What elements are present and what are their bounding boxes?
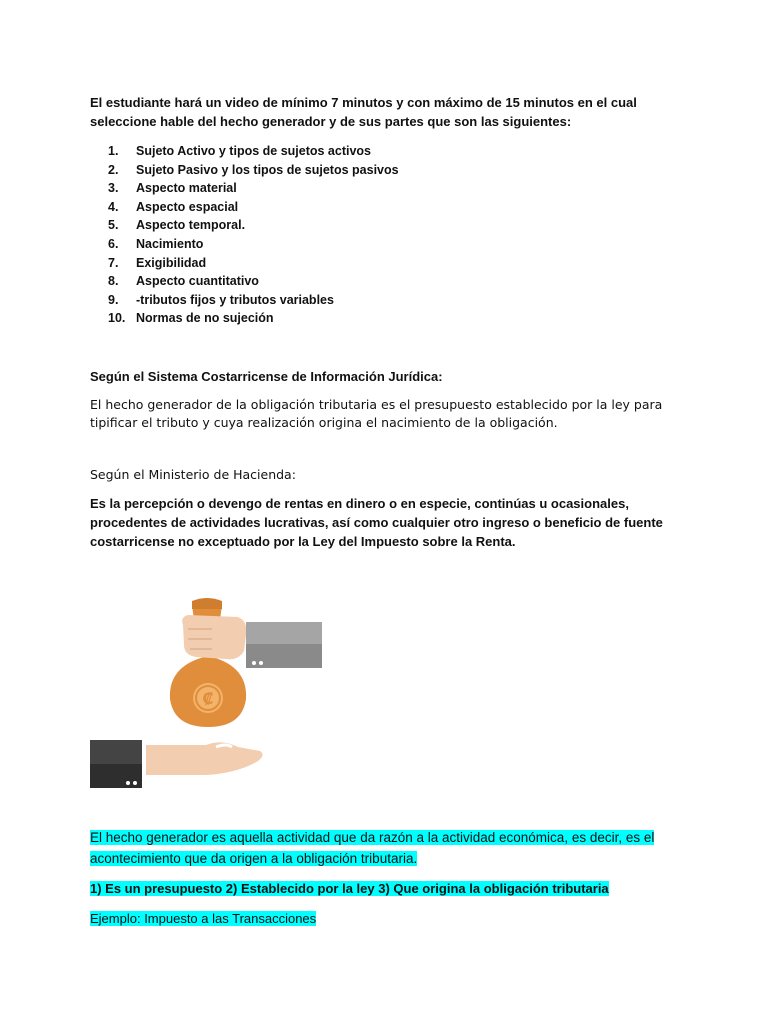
highlight-example-text: Ejemplo: Impuesto a las Transacciones [90, 911, 317, 926]
list-item-number: 2. [108, 162, 119, 177]
open-receiving-hand-icon [90, 740, 263, 788]
list-item-number: 5. [108, 218, 119, 233]
list-item-number: 9. [108, 292, 119, 307]
highlight-elements-text: 1) Es un presupuesto 2) Establecido por la ley 3) Que origina la obligación tributaria [90, 881, 609, 896]
list-item-label: Aspecto material [136, 181, 237, 196]
list-item-label: Sujeto Pasivo y los tipos de sujetos pasivos [136, 162, 399, 177]
section-heading-hacienda: Según el Ministerio de Hacienda: [90, 467, 296, 482]
list-item-number: 8. [108, 274, 119, 289]
definition-scij: El hecho generador de la obligación tributaria es el presupuesto establecido por la ley para tipificar el tributo y cuya realización origina el nacimiento de la obligación. [90, 397, 663, 430]
section-heading-scij: Según el Sistema Costarricense de Información Jurídica: [90, 369, 443, 384]
highlight-example [90, 909, 690, 928]
list-item [90, 309, 399, 328]
list-item [90, 291, 399, 310]
list-item [90, 142, 399, 161]
list-item-number: 6. [108, 236, 119, 251]
definition-hacienda: Es la percepción o devengo de rentas en dinero o en especie, continúas u ocasionales, procedentes de actividades lucrativas, así como cualquier otro ingreso o beneficio de fuente costarricense no exceptuado por la Ley del Impuesto sobre la Renta. [90, 496, 663, 549]
list-item-number: 1. [108, 144, 119, 158]
money-exchange-illustration [88, 595, 328, 795]
list-item-number: 10. [108, 311, 126, 326]
list-item [90, 235, 399, 254]
list-item-label: Exigibilidad [136, 255, 207, 270]
highlight-definition [90, 827, 670, 869]
list-item-label: Aspecto temporal. [136, 218, 246, 233]
list-item-number: 3. [108, 181, 119, 196]
svg-text:₡: ₡ [202, 689, 214, 708]
highlight-definition-text: El hecho generador es aquella actividad que da razón a la actividad económica, es decir, es el acontecimiento que da origen a la obligación tributaria. [90, 830, 655, 866]
list-item [90, 161, 399, 180]
colon-coin-icon [193, 683, 223, 713]
highlight-elements [90, 879, 690, 898]
parts-list [90, 142, 399, 328]
list-item-label: Sujeto Activo y tipos de sujetos activos [136, 144, 372, 158]
list-item-label: Nacimiento [136, 236, 204, 251]
list-item [90, 272, 399, 291]
list-item-number: 4. [108, 199, 119, 214]
list-item [90, 254, 399, 273]
list-item [90, 198, 399, 217]
list-item-label: Normas de no sujeción [136, 311, 274, 326]
hand-holding-money-bag-icon [170, 598, 322, 727]
list-item-number: 7. [108, 255, 119, 270]
list-item-label: Aspecto cuantitativo [136, 274, 259, 289]
intro-paragraph: El estudiante hará un video de mínimo 7 minutos y con máximo de 15 minutos en el cual seleccione hable del hecho generador y de sus partes que son las siguientes: [90, 95, 637, 129]
list-item [90, 216, 399, 235]
list-item [90, 179, 399, 198]
list-item-label: -tributos fijos y tributos variables [136, 292, 334, 307]
list-item-label: Aspecto espacial [136, 199, 239, 214]
